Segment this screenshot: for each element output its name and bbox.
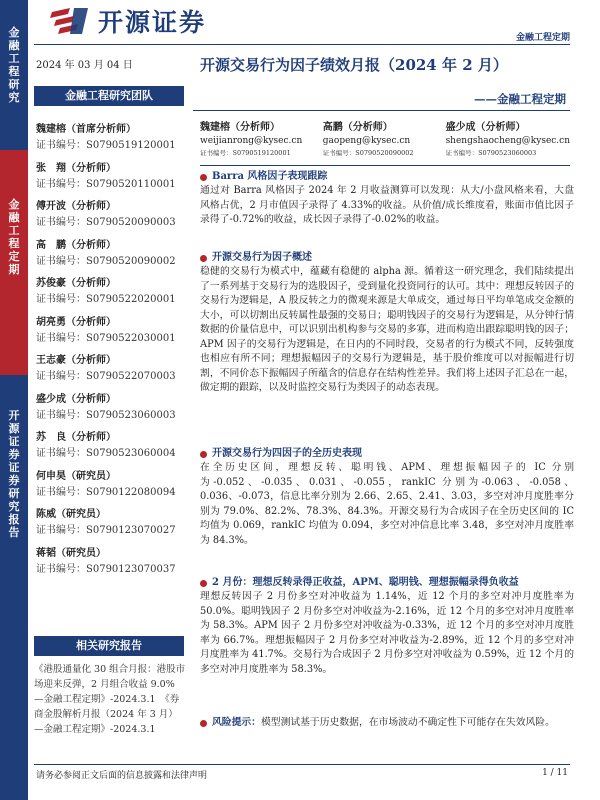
team-member-cert: 证书编号：S0790520090002 [36, 255, 176, 267]
team-member-name: 盛少成（分析师） [36, 393, 116, 405]
team-member-name: 傅开波（分析师） [36, 201, 116, 212]
team-member-name: 蒋韬（研究员） [36, 547, 106, 559]
side-tab-research [0, 0, 28, 150]
report-date: 2024 年 03 月 04 日 [36, 60, 133, 71]
analyst-cert: 证书编号：S0790523060003 [445, 149, 537, 157]
analyst-card [323, 121, 446, 158]
team-banner: 金融工程研究团队 [34, 86, 184, 106]
analyst-cert: 证书编号：S0790519120001 [200, 149, 291, 157]
analyst-cert: 证书编号：S0790520090002 [322, 149, 414, 157]
related-reports: 《港股通量化 30 组合月报：港股市场迎来反弹，2 月组合收益 9.0% —金融工程定期》-2024.3.1 《券商金股解析月报（2024 年 3 月）—金融工程定期》-2024.3.1 [34, 664, 186, 735]
team-member-cert: 证书编号：S0790520090003 [36, 217, 176, 228]
team-member [36, 162, 186, 201]
team-member-name: 陈威（研究员） [36, 509, 106, 520]
bullet-icon [200, 580, 207, 587]
side-tab-periodic [0, 150, 28, 375]
footer-disclaimer[interactable]: 请务必参阅正文后面的信息披露和法律声明 [36, 771, 208, 781]
analyst-name: 盛少成（分析师） [445, 122, 526, 133]
section-heading: 开源交易行为因子概述 [212, 252, 312, 263]
analyst-card [200, 121, 323, 158]
team-member-cert: 证书编号：S0790520110001 [36, 178, 176, 190]
team-member-cert: 证书编号：S0790522070003 [36, 371, 176, 382]
team-member [36, 316, 186, 355]
team-member-cert: 证书编号：S0790523060004 [36, 448, 176, 459]
team-member [36, 239, 186, 278]
team-member-name: 张 翔（分析师） [36, 162, 116, 174]
related-banner: 相关研究报告 [34, 636, 184, 656]
bullet-icon [200, 255, 207, 262]
analyst-divider [200, 165, 570, 166]
team-member-name: 王志豪（分析师） [36, 355, 116, 366]
team-member-name: 苏 良（分析师） [36, 432, 116, 443]
bullet-icon [200, 451, 207, 458]
team-member-name: 魏建榕（首席分析师） [36, 124, 136, 135]
analyst-email[interactable]: shengshaocheng@kysec.cn [445, 136, 571, 146]
team-member [36, 547, 186, 586]
team-member-name: 苏俊豪（分析师） [36, 278, 116, 289]
section-heading: Barra 风格因子表现跟踪 [212, 171, 328, 182]
team-member-cert: 证书编号：S0790523060003 [36, 409, 176, 421]
team-member-cert: 证书编号：S0790522030001 [36, 332, 176, 344]
analyst-email[interactable]: weijianrong@kysec.cn [200, 136, 303, 146]
team-member [36, 354, 186, 393]
footer-divider [34, 764, 570, 765]
header-divider [34, 44, 570, 45]
team-member-cert: 证书编号：S0790123070027 [36, 525, 176, 536]
header-category: 金融工程定期 [515, 33, 570, 43]
team-member-name: 胡亮勇（分析师） [36, 316, 116, 328]
section-february [200, 576, 574, 677]
analyst-row [200, 121, 570, 158]
team-member [36, 508, 186, 547]
side-tab-report-label: 开源证券 证券研究报告 [8, 409, 20, 539]
page-number: 1 / 11 [542, 768, 568, 778]
team-member [36, 431, 186, 470]
section-body: 理想反转因子 2 月份多空对冲收益为 1.14%，近 12 个月的多空对冲月度胜率为 50.0%。聪明钱因子 2 月份多空对冲收益为-2.16%，近 12 个月的多空对冲月度胜率为 58.3%。APM 因子 2 月份多空对冲收益为-0.33%，近 12 个月的多空对冲月度胜率为 66.7%。理想振幅因子 2 月份多空对冲收益为-2.89%，近 12 个月的多空对冲月度胜率为 41.7%。交易行为合成因子 2 月份多空对冲收益为 0.59%，近 12 个月的多空对冲月度胜率为 58.3%。 [200, 591, 574, 675]
report-title: 开源交易行为因子绩效月报（2024 年 2 月） [200, 56, 508, 74]
section-body: 在全历史区间，理想反转、聪明钱、APM、理想振幅因子的 IC 分别为-0.052、-0.035、0.031、-0.055，rankIC 分别为-0.063、-0.058、0.036、-0.073，信息比率分别为 2.66、2.65、2.41、3.03，多空对冲月度胜率分别为 79.0%、82.2%、78.3%、84.3%。开源交易行为合成因子在全历史区间的 IC 均值为 0.069，rankIC 均值为 0.094，多空对冲信息比率 3.48，多空对冲月度胜率为 84.3%。 [200, 462, 574, 546]
section-heading: 2 月份：理想反转录得正收益，APM、聪明钱、理想振幅录得负收益 [212, 577, 519, 588]
analyst-card [446, 121, 570, 158]
team-member-name: 高 鹏（分析师） [36, 239, 116, 251]
team-member [36, 470, 186, 509]
section-overview [200, 251, 574, 396]
team-member [36, 123, 186, 162]
risk-label: 风险提示： [212, 717, 261, 728]
team-member-cert: 证书编号：S0790519120001 [36, 140, 176, 151]
team-list [36, 123, 186, 585]
team-member-name: 何申昊（研究员） [36, 470, 116, 482]
side-tab-research-label: 金融工程研究 [8, 26, 20, 104]
analyst-name: 高鹏（分析师） [322, 122, 393, 133]
logo-mark-icon [48, 6, 92, 36]
team-member [36, 393, 186, 432]
side-strip [0, 0, 28, 800]
team-member [36, 200, 186, 239]
analyst-name: 魏建榕（分析师） [200, 122, 280, 133]
team-member-cert: 证书编号：S0790123070037 [36, 563, 176, 575]
side-tab-periodic-label: 金融工程定期 [8, 198, 20, 276]
side-tab-report [0, 375, 28, 800]
section-body: 通过对 Barra 风格因子 2024 年 2 月收益测算可以发现：从大/小盘风格来看，大盘风格占优，2 月市值因子录得了 4.33%的收益。从价值/成长维度看，账面市值比因子录得了-0.72%的收益，成长因子录得了-0.02%的收益。 [200, 185, 574, 225]
section-risk [200, 716, 574, 731]
team-member-cert: 证书编号：S0790122080094 [36, 486, 176, 498]
brand-logo [48, 4, 206, 38]
team-member [36, 277, 186, 316]
analyst-email[interactable]: gaopeng@kysec.cn [322, 136, 411, 146]
bullet-icon [200, 174, 207, 181]
title-divider [193, 110, 570, 111]
brand-name: 开源证券 [98, 8, 207, 37]
section-history [200, 447, 574, 548]
report-subtitle: ——金融工程定期 [474, 92, 566, 106]
risk-text: 模型测试基于历史数据，在市场波动不确定性下可能存在失效风险。 [260, 717, 555, 728]
bullet-icon [200, 720, 207, 727]
section-heading: 开源交易行为四因子的全历史表现 [212, 448, 362, 459]
section-body: 稳健的交易行为模式中，蕴藏有稳健的 alpha 源。循着这一研究理念，我们陆续提出了一系列基于交易行为的选股因子，受到量化投资同行的认可。其中：理想反转因子的交易行为逻辑是，A 股反转之力的微观来源是大单成交，通过每日平均单笔成交金额的大小，可以切割出反转属性最强的交易日；聪明钱因子的交易行为逻辑是，从分钟行情数据的价量信息中，可以识别出机构参与交易的多寡，进而构造出跟踪聪明钱的因子；APM 因子的交易行为逻辑是，在日内的不同时段，交易者的行为模式不同，反转强度也相应有所不同；理想振幅因子的交易行为逻辑是，基于股价维度可以对振幅进行切割，不同价态下振幅因子所蕴含的信息存在结构性差异。我们将上述因子汇总在一起，做定期的跟踪，以及时监控交易行为类因子的动态表现。 [200, 266, 574, 393]
section-barra [200, 170, 574, 228]
team-member-cert: 证书编号：S0790522020001 [36, 294, 176, 305]
